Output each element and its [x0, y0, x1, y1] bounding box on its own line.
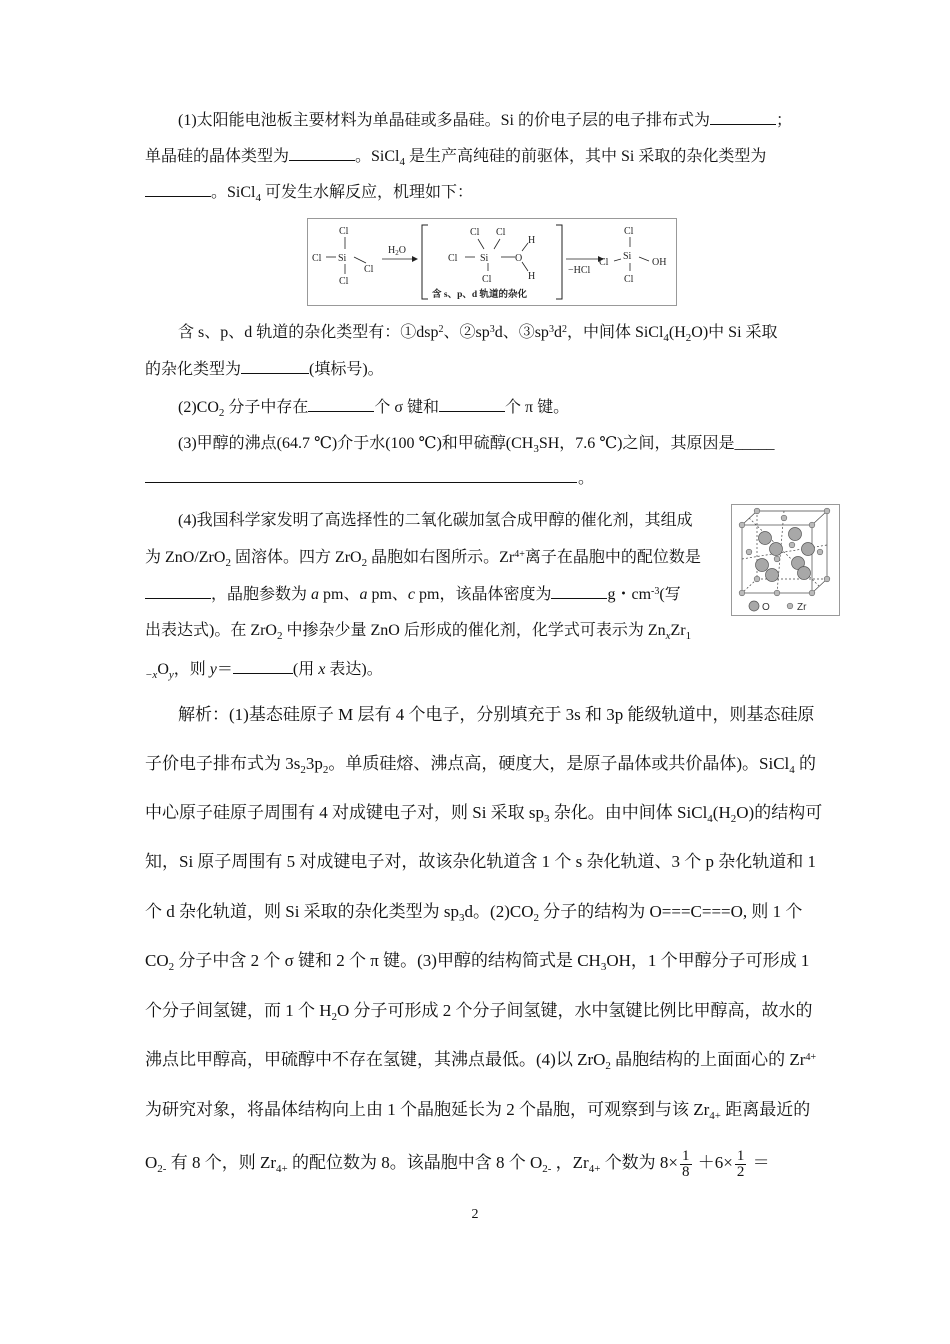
- legend-zr-symbol: [787, 603, 793, 609]
- answer-blank: [233, 658, 293, 674]
- svg-text:O: O: [515, 253, 523, 264]
- page-number: 2: [471, 1207, 479, 1222]
- si-intermediate: Si: [480, 253, 489, 264]
- q2-line: $(2)CO_2$ 分子中存在 个 σ 键和 个 π 键。: [178, 396, 810, 419]
- svg-text:OH: OH: [652, 257, 667, 268]
- q1-line1: (1)太阳能电池板主要材料为单晶硅或多晶硅。Si 的价电子层的电子排布式为 ；: [178, 109, 810, 132]
- svg-text:H: H: [528, 271, 536, 282]
- cl-bottom: Cl: [339, 276, 349, 287]
- q4-line2: 为 ZnO/ZrO$_2$ 固溶体。四方 ZrO$_2$ 晶胞如右图所示。$Zr^{4+}$离子在晶胞中的配位数是: [145, 549, 701, 569]
- q3-line: (3)甲醇的沸点(64.7 ℃)介于水(100 ℃)和甲硫醇($CH_3SH$，7.6 ℃)之间，其原因是_____: [178, 435, 775, 455]
- cl-left: Cl: [312, 253, 322, 264]
- analysis-line7: 个分子间氢键，而 1 个 $H_2O$ 分子可形成 2 个分子间氢键，水中氢键比例比甲醇高，故水的: [145, 1001, 813, 1023]
- legend-zr-label: Zr: [797, 602, 807, 613]
- q3-end: 。: [578, 470, 595, 487]
- analysis-line2: 子价电子排布式为 $3s_23p_2$。单质硅熔、沸点高，硬度大，是原子晶体或共价晶体)。SiCl$_4$ 的: [145, 754, 817, 776]
- svg-text:Cl: Cl: [482, 274, 492, 285]
- left-bracket: [422, 225, 428, 299]
- hybridization-line1: 含 s、p、d 轨道的杂化类型有：①dsp$^2$、$②sp^3d$、$③sp^3d^2$，中间体 $SiCl_4(H_2O)$中 Si 采取: [178, 324, 778, 344]
- si-center: Si: [338, 253, 347, 264]
- analysis-line5: 个 d 杂化轨道，则 Si 采取的杂化类型为 $sp_3d$。$(2)CO_2$ 分子的结构为 O===C===O, 则 1 个: [145, 902, 803, 924]
- svg-text:Cl: Cl: [624, 226, 634, 237]
- analysis-line10: $O_{2-}$ 有 8 个，则 $Zr_{4+}$ 的配位数为 8。该晶胞中含 8 个 $O_{2-}$ ，$Zr_{4+}$ 个数为 8× $\frac{1}{8}$ ＋6× $\frac{1}{2}$ ＝: [145, 1147, 770, 1180]
- q4-line4: 出表达式)。在 ZrO$_2$ 中掺杂少量 ZnO 后形成的催化剂，化学式可表示为 $Zn_xZr_1$: [145, 622, 692, 642]
- cl-top: Cl: [339, 226, 349, 237]
- si-product: Si: [623, 251, 632, 262]
- answer-blank: [710, 109, 776, 125]
- answer-blank: [289, 145, 355, 161]
- analysis-line3: 中心原子硅原子周围有 4 对成键电子对，则 Si 采取 $sp_3$ 杂化。由中间体 $SiCl_4(H_2O)$的结构可: [145, 803, 823, 825]
- answer-long-blank: [145, 482, 577, 483]
- hydrolysis-mechanism-figure: [307, 218, 677, 306]
- q4-line5: $_{-x}O_y$，则 y＝ (用 x 表达)。: [145, 658, 810, 681]
- answer-blank: [551, 583, 607, 599]
- svg-text:H2O: $H_2O$: [388, 245, 406, 257]
- legend-o-label: O: [762, 602, 770, 613]
- analysis-line8: 沸点比甲醇高，甲硫醇中不存在氢键，其沸点最低。(4)以 ZrO$_2$ 晶胞结构的上面面心的 $Zr^{4+}$: [145, 1050, 817, 1072]
- analysis-line1: 解析：(1)基态硅原子 M 层有 4 个电子，分别填充于 3s 和 3p 能级轨道中，则基态硅原: [178, 705, 815, 724]
- svg-text:H: H: [528, 235, 536, 246]
- bracket-caption: 含 s、p、d 轨道的杂化: [432, 290, 528, 300]
- legend-o-symbol: [749, 601, 759, 611]
- q1-line3: 。SiCl$_4$ 可发生水解反应，机理如下：: [145, 181, 810, 204]
- cl-right: Cl: [364, 264, 374, 275]
- analysis-line9: 为研究对象，将晶体结构向上由 1 个晶胞延长为 2 个晶胞，可观察到与该 $Zr_{4+}$ 距离最近的: [145, 1100, 811, 1122]
- right-bracket: [556, 225, 562, 299]
- fraction-one-half: $\frac{1}{2}$: [736, 1147, 745, 1180]
- svg-text:Cl: Cl: [496, 227, 506, 238]
- answer-blank: [439, 396, 505, 412]
- answer-blank: [308, 396, 374, 412]
- answer-blank: [145, 583, 211, 599]
- q1-line2: 单晶硅的晶体类型为 。SiCl$_4$ 是生产高纯硅的前驱体，其中 Si 采取的杂化类型为: [145, 145, 810, 168]
- q4-line1: (4)我国科学家发明了高选择性的二氧化碳加氢合成甲醇的催化剂，其组成: [178, 512, 693, 529]
- svg-text:Cl: Cl: [599, 257, 609, 268]
- hybridization-line2: 的杂化类型为 (填标号)。: [145, 358, 810, 381]
- o-atoms: [756, 528, 815, 582]
- svg-text:Cl: Cl: [470, 227, 480, 238]
- fraction-one-eighth: $\frac{1}{8}$: [682, 1147, 690, 1180]
- q4-line3: ，晶胞参数为 a pm、a pm、c pm，该晶体密度为 g・$cm^{-3}$(写: [145, 583, 720, 606]
- answer-blank: [241, 358, 309, 374]
- analysis-line6: $CO_2$ 分子中含 2 个 σ 键和 2 个 π 键。(3)甲醇的结构简式是 $CH_3OH$，1 个甲醇分子可形成 1: [145, 951, 810, 973]
- svg-text:−HCl: −HCl: [568, 265, 591, 276]
- zro2-unit-cell-figure: [731, 504, 840, 616]
- answer-blank: [145, 181, 211, 197]
- svg-text:Cl: Cl: [624, 274, 634, 285]
- analysis-line4: 知，Si 原子周围有 5 对成键电子对，故该杂化轨道含 1 个 s 杂化轨道、3 个 p 杂化轨道和 1: [145, 852, 817, 871]
- svg-text:Cl: Cl: [448, 253, 458, 264]
